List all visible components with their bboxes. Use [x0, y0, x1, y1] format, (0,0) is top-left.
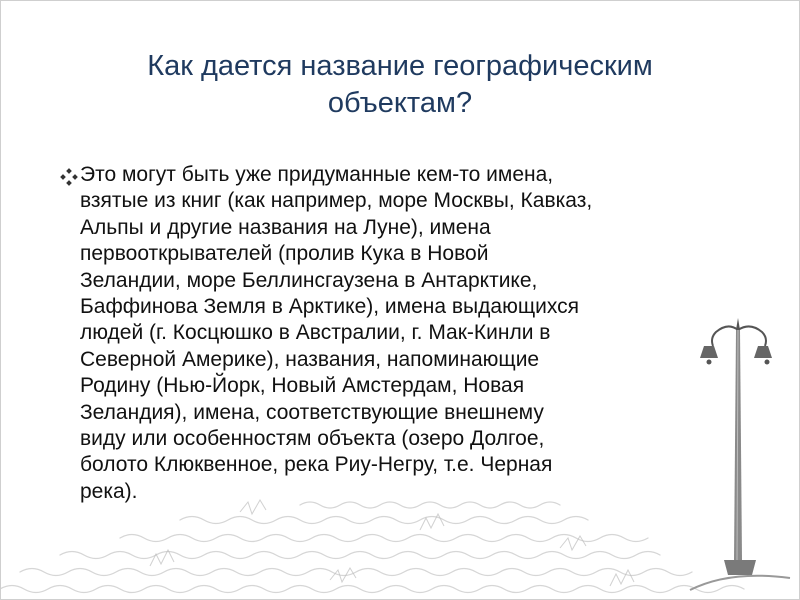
- bullet-text: Это могут быть уже придуманные кем-то имена, взятые из книг (как например, море Москвы, Кавказ, Альпы и другие названия на Луне), имена первооткрывателей (пролив Кука в Новой Зеландии, море Беллинсгаузена в Антарктике, Баффинова Земля в Арктике), имена выдающихся людей (г. Косцюшко в Австралии, г. Мак-Кинли в Северной Америке), названия, напоминающие Родину (Нью-Йорк, Новый Амстердам, Новая Зеландия), имена, соответствующие внешнему виду или особенностям объекта (озеро Долгое, болото Клюквенное, река Риу-Негру, т.е. Черная река).: [80, 163, 593, 503]
- bullet-list: [60, 162, 700, 505]
- diamond-bullet-icon: [60, 168, 78, 186]
- slide-title: Как дается название географическим объектам?: [147, 50, 653, 119]
